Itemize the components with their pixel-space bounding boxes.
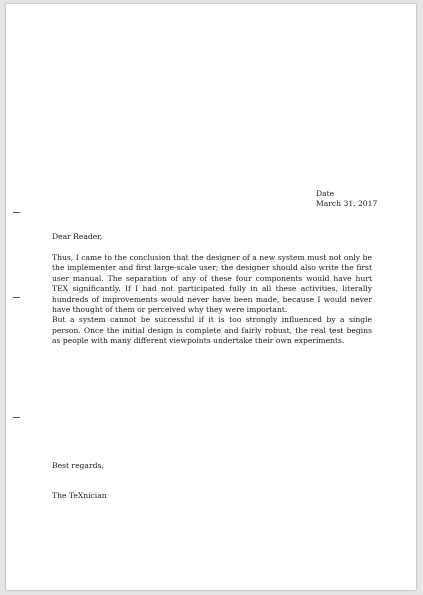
letter-page [6, 4, 416, 590]
date-value: March 31, 2017 [316, 199, 378, 209]
letter-body [52, 253, 372, 347]
punch-mark-center [13, 297, 20, 298]
closing: Best regards, [52, 461, 104, 470]
date-label: Date [316, 189, 335, 198]
signature: The TeXnician [52, 491, 107, 500]
body-paragraph-1: Thus, I came to the conclusion that the designer of a new system must not only be the implementer and first large-scale user; the designer should also write the first user manual. The separation of any of these four components would have hurt TEX significantly. If I had not participated fully in all these activities, literally hundreds of improvements would never have been made, because I would never have thought of them or perceived why they were important. [52, 253, 372, 315]
salutation: Dear Reader, [52, 232, 103, 241]
body-paragraph-2: But a system cannot be successful if it is too strongly influenced by a single person. Once the initial design is complete and fairly robust, the real test begins as people with many different viewpoints undertake their own experiments. [52, 315, 372, 346]
date-block [316, 189, 411, 210]
fold-mark-bottom [13, 417, 20, 418]
fold-mark-top [13, 212, 20, 213]
